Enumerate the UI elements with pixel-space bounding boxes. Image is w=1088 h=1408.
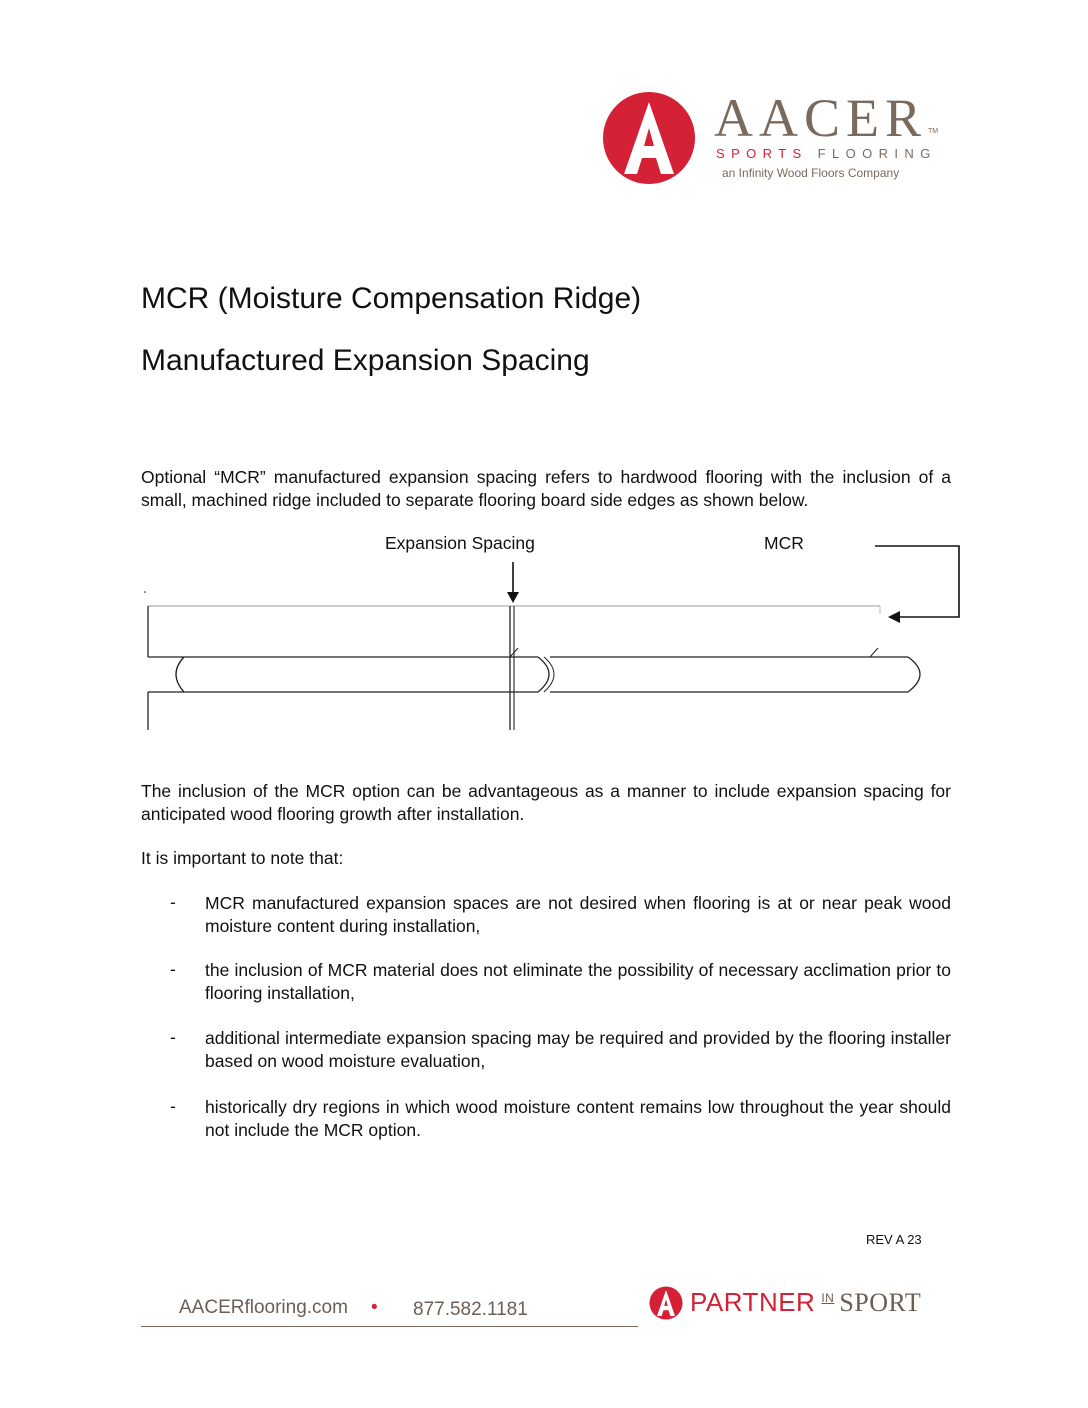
page-title: MCR (Moisture Compensation Ridge) bbox=[141, 282, 642, 315]
bullet-dash: - bbox=[170, 1096, 176, 1116]
logo-trademark: TM bbox=[928, 128, 939, 135]
logo-sub-flooring: FLOORING bbox=[817, 146, 937, 161]
logo-sub-sports: SPORTS bbox=[716, 146, 808, 161]
mcr-label: MCR bbox=[764, 533, 804, 553]
bullet-text: MCR manufactured expansion spaces are not desired when flooring is at or near peak wood moisture content during installation, bbox=[205, 893, 951, 936]
revision-label: REV A 23 bbox=[866, 1232, 922, 1247]
mcr-arrow-head bbox=[888, 611, 900, 623]
page-subtitle: Manufactured Expansion Spacing bbox=[141, 344, 590, 377]
bullet-dash: - bbox=[170, 959, 176, 979]
bullet-text: the inclusion of MCR material does not eliminate the possibility of necessary acclimation prior to flooring installation, bbox=[205, 960, 951, 1003]
logo-name: AACER bbox=[714, 88, 928, 148]
expansion-arrow-head bbox=[507, 592, 519, 603]
bullet-dash: - bbox=[170, 892, 176, 912]
bullet-text: additional intermediate expansion spacing may be required and provided by the flooring installer based on wood moisture evaluation, bbox=[205, 1028, 951, 1071]
flooring-profile-drawing bbox=[140, 530, 970, 740]
footer-separator: • bbox=[371, 1297, 378, 1318]
footer-website-link[interactable]: AACERflooring.com bbox=[179, 1297, 348, 1318]
advantage-paragraph: The inclusion of the MCR option can be advantageous as a manner to include expansion spacing for anticipated wood flooring growth after installation. bbox=[141, 781, 951, 824]
in-word: IN bbox=[821, 1291, 835, 1305]
partner-word: PARTNER bbox=[690, 1287, 816, 1317]
partner-in-sport-text bbox=[690, 1287, 921, 1318]
bullet-dash: - bbox=[170, 1027, 176, 1047]
mcr-diagram bbox=[140, 530, 970, 740]
logo-tagline: an Infinity Wood Floors Company bbox=[722, 166, 900, 180]
aacer-a-logo-icon bbox=[600, 88, 700, 188]
aacer-logo bbox=[600, 88, 940, 188]
logo-subtitle bbox=[716, 146, 937, 161]
mcr-arrow-line bbox=[875, 546, 959, 617]
intro-paragraph: Optional “MCR” manufactured expansion spacing refers to hardwood flooring with the inclusion of a small, machined ridge included to separate flooring board side edges as shown below. bbox=[141, 467, 951, 510]
bullet-text: historically dry regions in which wood moisture content remains low throughout the year should not include the MCR option. bbox=[205, 1097, 951, 1140]
expansion-spacing-label: Expansion Spacing bbox=[385, 533, 535, 553]
sport-word: SPORT bbox=[839, 1288, 922, 1317]
footer-phone: 877.582.1181 bbox=[413, 1299, 528, 1320]
footer-divider bbox=[141, 1326, 638, 1327]
aacer-a-small-icon bbox=[648, 1285, 684, 1321]
note-intro: It is important to note that: bbox=[141, 848, 344, 868]
partner-in-sport-logo bbox=[648, 1285, 953, 1325]
